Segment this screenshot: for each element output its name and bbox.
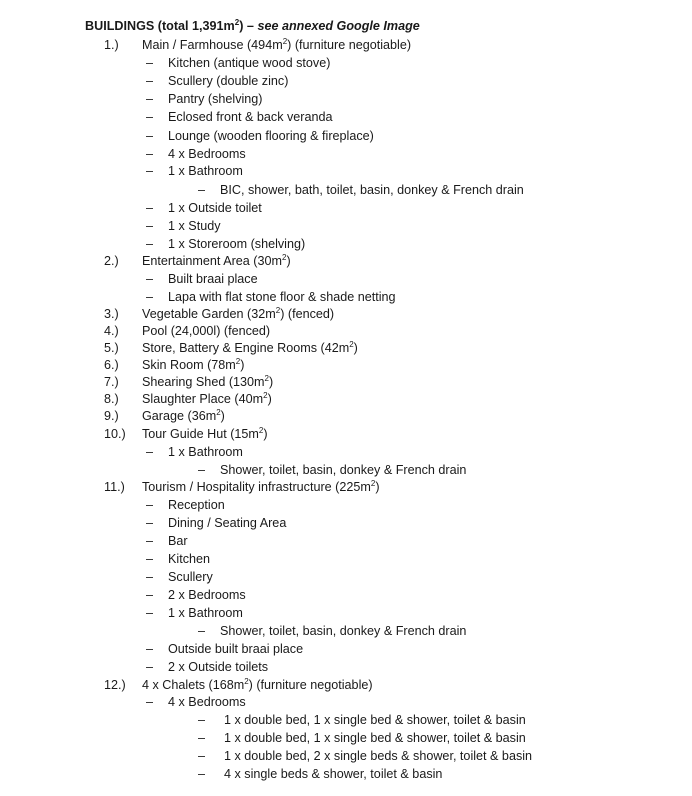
dash-bullet: –: [146, 290, 154, 304]
item-number: 3.): [104, 307, 119, 321]
item-number: 1.): [104, 38, 119, 52]
dash-bullet: –: [146, 606, 154, 620]
dash-bullet: –: [198, 183, 206, 197]
item-number: 2.): [104, 254, 119, 268]
page-title: [85, 19, 420, 33]
item-label: Slaughter Place $(40m^2)$: [142, 391, 272, 406]
item-number: 7.): [104, 375, 119, 389]
dash-bullet: –: [146, 552, 154, 566]
title-close: ): [239, 19, 244, 33]
dash-bullet: –: [146, 570, 154, 584]
item-number: 12.): [104, 678, 126, 692]
item-label: Entertainment Area $(30m^2)$: [142, 253, 291, 268]
dash-bullet: –: [146, 588, 154, 602]
item-label: Tour Guide Hut $(15m^2)$: [142, 426, 268, 441]
item-label: Shearing Shed $(130m^2)$: [142, 374, 274, 389]
dash-bullet: –: [146, 237, 154, 251]
dash-bullet: –: [198, 463, 206, 477]
item-label: 4 x Chalets $(168m^2)$ (furniture negotiable): [142, 677, 373, 692]
item-number: 10.): [104, 427, 126, 441]
item-label: Store, Battery & Engine Rooms $(42m^2)$: [142, 340, 358, 355]
item-label: Pool (24,000l) (fenced): [142, 324, 271, 338]
item-number: 9.): [104, 409, 119, 423]
item-number: 8.): [104, 392, 119, 406]
title-sep: –: [243, 19, 258, 33]
dash-bullet: –: [146, 164, 154, 178]
item-number: 4.): [104, 324, 119, 338]
dash-bullet: –: [146, 110, 154, 124]
dash-bullet: –: [146, 147, 154, 161]
title-italic: see annexed Google Image: [257, 19, 420, 33]
dash-bullet: –: [146, 92, 154, 106]
item-number: 6.): [104, 358, 119, 372]
dash-bullet: –: [146, 445, 154, 459]
dash-bullet: –: [198, 749, 206, 763]
dash-bullet: –: [146, 219, 154, 233]
dash-bullet: –: [146, 642, 154, 656]
dash-bullet: –: [198, 767, 206, 781]
dash-bullet: –: [146, 74, 154, 88]
dash-bullet: –: [146, 695, 154, 709]
dash-bullet: –: [146, 129, 154, 143]
item-label: Vegetable Garden $(32m^2)$ (fenced): [142, 306, 335, 321]
dash-bullet: –: [146, 56, 154, 70]
dash-bullet: –: [198, 624, 206, 638]
dash-bullet: –: [146, 534, 154, 548]
dash-bullet: –: [146, 272, 154, 286]
dash-bullet: –: [146, 498, 154, 512]
item-number: 11.): [104, 480, 125, 494]
document-page: BUILDINGS (total $1,391m^2$) – see annexed Google Image 1.) Main / Farmhouse $(494m^2)$ (furniture negotiable) – Kitchen (antique wood stove) – Scullery (double zinc) – Pantry (shelving) – Eclosed front & back veranda – Lounge (wooden flooring & fireplace) – 4 x Bedrooms – 1 x Bathroom – BIC, shower, bath, toilet, basin, donkey & French drain – 1 x Outside toilet – 1 x Study – 1 x Storeroom (shelving) 2.) Entertainment Area $(30m^2)$ – Built braai place – Lapa with flat stone floor & shade netting 3.) Vegetable Garden $(32m^2)$ (fenced) 4.) Pool (24,000l) (fenced) 5.) Store, Battery & Engine Rooms $(42m^2)$ 6.) Skin Room $(78m^2)$ 7.) Shearing Shed $(130m^2)$ 8.) Slaughter Place $(40m^2)$ 9.) Garage $(36m^2)$ 10.) Tour Guide Hut $(15m^2)$ – 1 x Bathroom – Shower, toilet, basin, donkey & French drain 11.) Tourism / Hospitality infrastructure $(225m^2)$ – Reception – Dining / Seating Area – Bar – Kitchen – Scullery – 2 x Bedrooms – 1 x Bathroom – Shower, toilet, basin, donkey & French drain – Outside built braai place – 2 x Outside toilets 12.) 4 x Chalets $(168m^2)$ (furniture negotiable) – 4 x Bedrooms – 1 x double bed, 1 x single bed & shower, toilet & basin – 1 x double bed, 1 x single bed & shower, toilet & basin – 1 x double bed, 2 x single beds & shower, toilet & basin – 4 x single beds & shower, toilet & basin: [85, 18, 533, 781]
item-label: Main / Farmhouse $(494m^2)$ (furniture negotiable): [142, 37, 412, 52]
title-main: BUILDINGS (total 1,391m: [85, 19, 235, 33]
item-number: 5.): [104, 341, 119, 355]
title-sup: 2: [234, 18, 240, 27]
dash-bullet: –: [146, 516, 154, 530]
dash-bullet: –: [198, 731, 206, 745]
item-label: Skin Room $(78m^2)$: [142, 357, 245, 372]
dash-bullet: –: [198, 713, 206, 727]
item-label: Tourism / Hospitality infrastructure $(225m^2)$: [142, 479, 380, 494]
dash-bullet: –: [146, 201, 154, 215]
dash-bullet: –: [146, 660, 154, 674]
item-label: Garage $(36m^2)$: [142, 408, 225, 423]
